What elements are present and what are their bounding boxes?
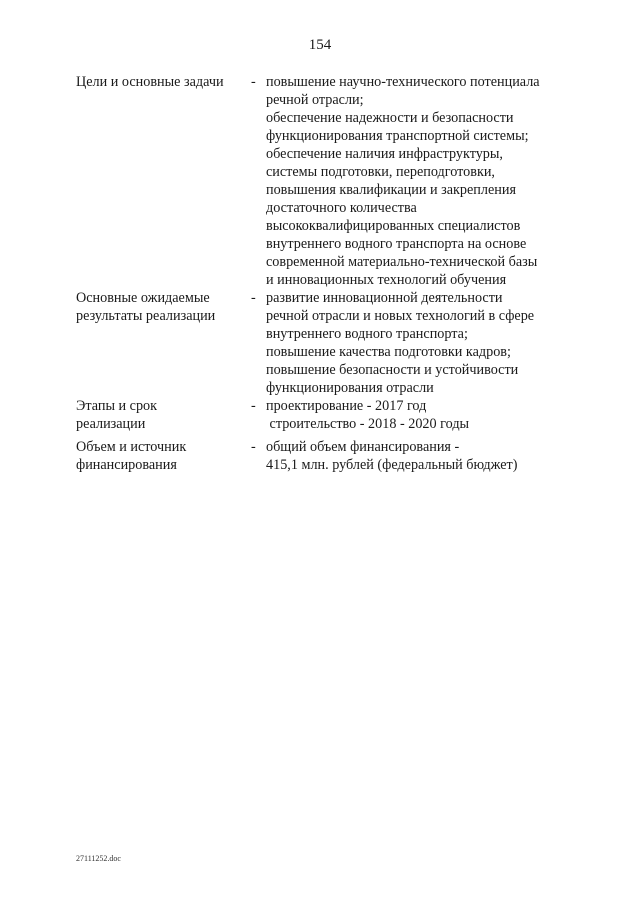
row-value-line: речной отрасли;	[266, 92, 364, 108]
row-value-line: повышение научно-технического потенциала	[266, 74, 540, 90]
row-value-line: речной отрасли и новых технологий в сфере	[266, 308, 535, 324]
row-label-line: реализации	[76, 416, 146, 432]
row-value-line: повышение качества подготовки кадров;	[266, 344, 511, 360]
row-value-line: системы подготовки, переподготовки,	[266, 164, 495, 180]
document-filename: 27111252.doc	[76, 854, 121, 863]
row-value	[266, 73, 576, 289]
row-value-line: строительство - 2018 - 2020 годы	[266, 416, 470, 432]
row-label-line: Этапы и срок	[76, 398, 158, 414]
row-value-line: проектирование - 2017 год	[266, 398, 427, 414]
row-value-line: 415,1 млн. рублей (федеральный бюджет)	[266, 457, 518, 473]
row-label	[76, 289, 246, 325]
row-value-line: развитие инновационной деятельности	[266, 290, 503, 306]
row-value-line: внутреннего водного транспорта на основе	[266, 236, 527, 252]
row-label-line: Цели и основные задачи	[76, 74, 224, 90]
row-label-line: Основные ожидаемые	[76, 290, 210, 306]
row-value	[266, 397, 576, 433]
row-label	[76, 397, 246, 433]
row-label	[76, 438, 246, 474]
row-label-line: Объем и источник	[76, 439, 187, 455]
row-value-line: обеспечение надежности и безопасности	[266, 110, 514, 126]
row-value-line: и инновационных технологий обучения	[266, 272, 507, 288]
row-dash: -	[251, 290, 256, 306]
row-value-line: функционирования транспортной системы;	[266, 128, 529, 144]
row-dash: -	[251, 74, 256, 90]
row-value-line: повышения квалификации и закрепления	[266, 182, 516, 198]
row-label-line: результаты реализации	[76, 308, 216, 324]
row-value-line: общий объем финансирования -	[266, 439, 460, 455]
row-dash: -	[251, 398, 256, 414]
row-value-line: функционирования отрасли	[266, 380, 434, 396]
row-value-line: достаточного количества	[266, 200, 417, 216]
row-value	[266, 438, 576, 474]
row-value-line: внутреннего водного транспорта;	[266, 326, 468, 342]
row-label	[76, 73, 246, 91]
row-value-line: обеспечение наличия инфраструктуры,	[266, 146, 503, 162]
row-dash: -	[251, 439, 256, 455]
row-value-line: современной материально-технической базы	[266, 254, 538, 270]
row-value-line: повышение безопасности и устойчивости	[266, 362, 519, 378]
row-label-line: финансирования	[76, 457, 177, 473]
page-number: 154	[308, 37, 332, 53]
row-value-line: высококвалифицированных специалистов	[266, 218, 521, 234]
row-value	[266, 289, 576, 397]
